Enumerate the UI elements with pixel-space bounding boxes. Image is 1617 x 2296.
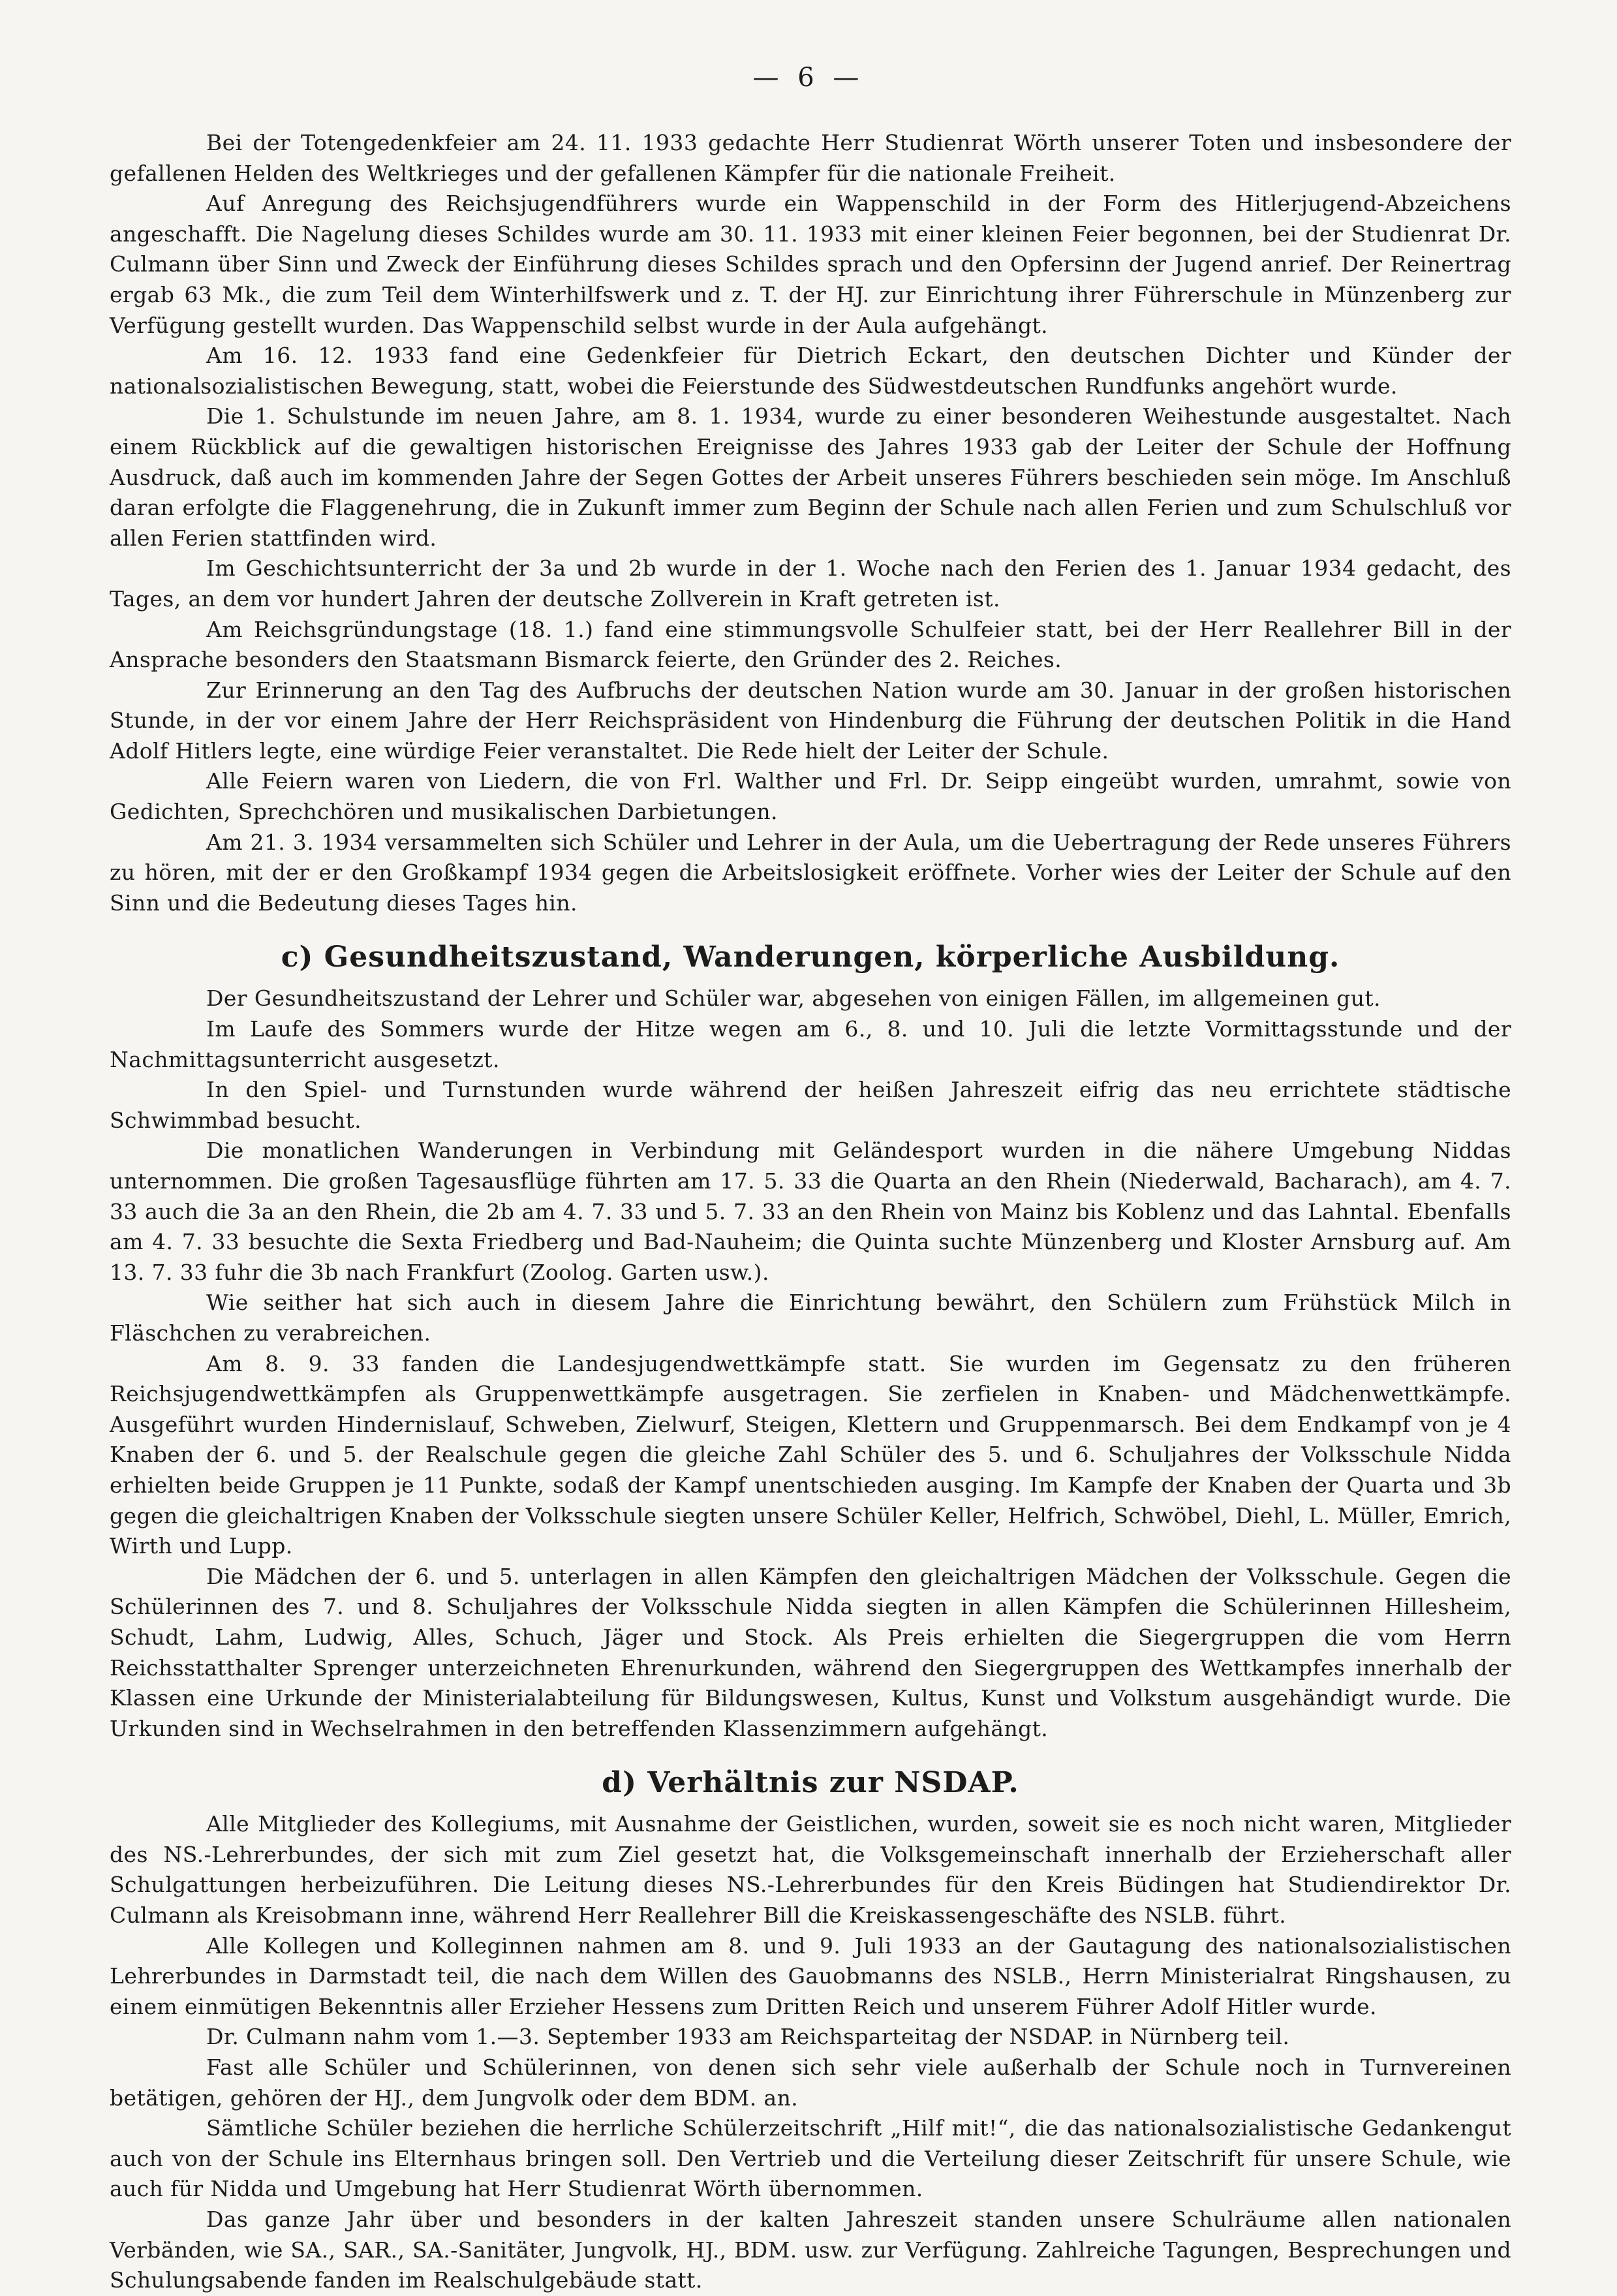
paragraph: Fast alle Schüler und Schülerinnen, von denen sich sehr viele außerhalb der Schule noch in Turnvereinen betätigen, gehören der HJ., dem Jungvolk oder dem BDM. an. [110,2055,1511,2111]
paragraph: Wie seither hat sich auch in diesem Jahre die Einrichtung bewährt, den Schülern zum Frühstück Milch in Fläschchen zu verabreichen. [110,1290,1511,1346]
paragraph: Sämtliche Schüler beziehen die herrliche Schülerzeitschrift „Hilf mit!“, die das nationalsozialistische Gedankengut auch von der Schule ins Elternhaus bringen soll. Den Vertrieb und die Verteilung dieser Zeitschrift für unsere Schule, wie auch für Nidda und Umgebung hat Herr Studienrat Wörth übernommen. [110,2115,1511,2202]
section-d [110,1763,1511,2296]
section-c [110,938,1511,1744]
paragraph: Dr. Culmann nahm vom 1.—3. September 1933 am Reichsparteitag der NSDAP. in Nürnberg teil. [206,2024,1290,2050]
section-d-heading: d) Verhältnis zur NSDAP. [602,1766,1019,1800]
paragraph: Alle Kollegen und Kolleginnen nahmen am 8. und 9. Juli 1933 an der Gautagung des nationalsozialistischen Lehrerbundes in Darmstadt teil, die nach dem Willen des Gauobmanns des NSLB., Herrn Ministerialrat Ringshausen, zu einem einmütigen Bekenntnis aller Erzieher Hessens zum Dritten Reich und unserem Führer Adolf Hitler wurde. [110,1932,1511,2019]
paragraph: Alle Mitglieder des Kollegiums, mit Ausnahme der Geistlichen, wurden, soweit sie es noch nicht waren, Mitglieder des NS.-Lehrerbundes, der sich mit zum Ziel gesetzt hat, die Volksgemeinschaft innerhalb der Erzieherschaft aller Schulgattungen herbeizuführen. Die Leitung dieses NS.-Lehrerbundes für den Kreis Büdingen hat Studiendirektor Dr. Culmann als Kreisobmann inne, während Herr Reallehrer Bill die Kreiskassengeschäfte des NSLB. führt. [110,1811,1511,1929]
section-c-heading: c) Gesundheitszustand, Wanderungen, körperliche Ausbildung. [281,940,1340,974]
paragraph: Das ganze Jahr über und besonders in der kalten Jahreszeit standen unsere Schulräume allen nationalen Verbänden, wie SA., SAR., SA.-Sanitäter, Jungvolk, HJ., BDM. usw. zur Verfügung. Zahlreiche Tagungen, Besprechungen und Schulungsabende fanden im Realschulgebäude statt. [110,2207,1511,2293]
paragraph: Im Laufe des Sommers wurde der Hitze wegen am 6., 8. und 10. Juli die letzte Vormittagsstunde und der Nachmittagsunterricht ausgesetzt. [110,1016,1511,1072]
section-b-continuation [110,128,1511,918]
page-number: — 6 — [752,63,865,93]
paragraph: Zur Erinnerung an den Tag des Aufbruchs der deutschen Nation wurde am 30. Januar in der großen historischen Stunde, in der vor einem Jahre der Herr Reichspräsident von Hindenburg die Führung der deutschen Politik in die Hand Adolf Hitlers legte, eine würdige Feier veranstaltet. Die Rede hielt der Leiter der Schule. [110,677,1511,764]
paragraph: Am 21. 3. 1934 versammelten sich Schüler und Lehrer in der Aula, um die Uebertragung der Rede unseres Führers zu hören, mit der er den Großkampf 1934 gegen die Arbeitslosigkeit eröffnete. Vorher wies der Leiter der Schule auf den Sinn und die Bedeutung dieses Tages hin. [110,829,1511,916]
paragraph: Auf Anregung des Reichsjugendführers wurde ein Wappenschild in der Form des Hitlerjugend-Abzeichens angeschafft. Die Nagelung dieses Schildes wurde am 30. 11. 1933 mit einer kleinen Feier begonnen, bei der Studienrat Dr. Culmann über Sinn und Zweck der Einführung dieses Schildes sprach und den Opfersinn der Jugend anrief. Der Reinertrag ergab 63 Mk., die zum Teil dem Winterhilfswerk und z. T. der HJ. zur Einrichtung ihrer Führerschule in Münzenberg zur Verfügung gestellt wurden. Das Wappenschild selbst wurde in der Aula aufgehängt. [110,191,1511,338]
paragraph: In den Spiel- und Turnstunden wurde während der heißen Jahreszeit eifrig das neu errichtete städtische Schwimmbad besucht. [110,1077,1511,1133]
paragraph: Im Geschichtsunterricht der 3a und 2b wurde in der 1. Woche nach den Ferien des 1. Januar 1934 gedacht, des Tages, an dem vor hundert Jahren der deutsche Zollverein in Kraft getreten ist. [110,555,1511,612]
paragraph: Am 8. 9. 33 fanden die Landesjugendwettkämpfe statt. Sie wurden im Gegensatz zu den früheren Reichsjugendwettkämpfen als Gruppenwettkämpfe ausgetragen. Sie zerfielen in Knaben- und Mädchenwettkämpfe. Ausgeführt wurden Hindernislauf, Schweben, Zielwurf, Steigen, Klettern und Gruppenmarsch. Bei dem Endkampf von je 4 Knaben der 6. und 5. der Realschule gegen die gleiche Zahl Schüler des 5. und 6. Schuljahres der Volksschule Nidda erhielten beide Gruppen je 11 Punkte, sodaß der Kampf unentschieden ausging. Im Kampfe der Knaben der Quarta und 3b gegen die gleichaltrigen Knaben der Volksschule siegten unsere Schüler Keller, Helfrich, Schwöbel, Diehl, L. Müller, Emrich, Wirth und Lupp. [110,1350,1511,1559]
paragraph: Die 1. Schulstunde im neuen Jahre, am 8. 1. 1934, wurde zu einer besonderen Weihestunde ausgestaltet. Nach einem Rückblick auf die gewaltigen historischen Ereignisse des Jahres 1933 gab der Leiter der Schule der Hoffnung Ausdruck, daß auch im kommenden Jahre der Segen Gottes der Arbeit unseres Führers beschieden sein möge. Im Anschluß daran erfolgte die Flaggenehrung, die in Zukunft immer zum Beginn der Schule nach allen Ferien und zum Schulschluß vor allen Ferien stattfinden wird. [110,403,1511,551]
paragraph: Am 16. 12. 1933 fand eine Gedenkfeier für Dietrich Eckart, den deutschen Dichter und Künder der nationalsozialistischen Bewegung, statt, wobei die Feierstunde des Südwestdeutschen Rundfunks angehört wurde. [110,343,1511,399]
paragraph: Alle Feiern waren von Liedern, die von Frl. Walther und Frl. Dr. Seipp eingeübt wurden, umrahmt, sowie von Gedichten, Sprechchören und musikalischen Darbietungen. [110,768,1511,825]
paragraph: Am Reichsgründungstage (18. 1.) fand eine stimmungsvolle Schulfeier statt, bei der Herr Reallehrer Bill in der Ansprache besonders den Staatsmann Bismarck feierte, den Gründer des 2. Reiches. [110,616,1511,673]
paragraph: Der Gesundheitszustand der Lehrer und Schüler war, abgesehen von einigen Fällen, im allgemeinen gut. [206,985,1381,1012]
paragraph: Die monatlichen Wanderungen in Verbindung mit Geländesport wurden in die nähere Umgebung Niddas unternommen. Die großen Tagesausflüge führten am 17. 5. 33 die Quarta an den Rhein (Niederwald, Bacharach), am 4. 7. 33 auch die 3a an den Rhein, die 2b am 4. 7. 33 und 5. 7. 33 an den Rhein von Mainz bis Koblenz und das Lahntal. Ebenfalls am 4. 7. 33 besuchte die Sexta Friedberg und Bad-Nauheim; die Quinta suchte Münzenberg und Kloster Arnsburg auf. Am 13. 7. 33 fuhr die 3b nach Frankfurt (Zoolog. Garten usw.). [110,1138,1511,1285]
document-body [110,128,1511,2296]
paragraph: Die Mädchen der 6. und 5. unterlagen in allen Kämpfen den gleichaltrigen Mädchen der Volksschule. Gegen die Schülerinnen des 7. und 8. Schuljahres der Volksschule Nidda siegten in allen Kämpfen die Schülerinnen Hillesheim, Schudt, Lahm, Ludwig, Alles, Schuch, Jäger und Stock. Als Preis erhielten die Siegergruppen die vom Herrn Reichsstatthalter Sprenger unterzeichneten Ehrenurkunden, während den Siegergruppen des Wettkampfes innerhalb der Klassen eine Urkunde der Ministerialabteilung für Bildungswesen, Kultus, Kunst und Volkstum ausgehändigt wurde. Die Urkunden sind in Wechselrahmen in den betreffenden Klassenzimmern aufgehängt. [110,1563,1511,1741]
paragraph: Bei der Totengedenkfeier am 24. 11. 1933 gedachte Herr Studienrat Wörth unserer Toten und insbesondere der gefallenen Helden des Weltkrieges und der gefallenen Kämpfer für die nationale Freiheit. [110,130,1511,186]
